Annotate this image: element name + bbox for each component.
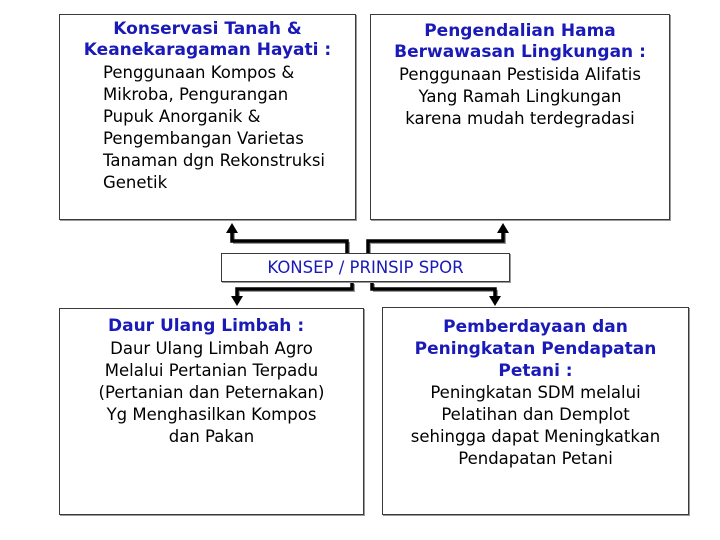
box-title: Daur Ulang Limbah : <box>108 316 305 336</box>
box-body: Penggunaan Pestisida Alifatis Yang Ramah Lingkungan karena mudah terdegradasi <box>399 65 641 128</box>
arrow-to-top-left <box>232 232 347 253</box>
box-soil-conservation <box>59 14 356 220</box>
box-body: Daur Ulang Limbah Agro Melalui Pertanian Terpadu (Pertanian dan Peternakan) Yg Menghasilkan Kompos dan Pakan <box>98 339 325 446</box>
center-label: KONSEP / PRINSIP SPOR <box>267 258 464 277</box>
box-waste-recycling <box>59 308 364 515</box>
center-concept-box <box>221 253 510 282</box>
box-body: Penggunaan Kompos & Mikroba, Pengurangan Pupuk Anorganik & Pengembangan Varietas Tanaman dgn Rekonstruksi Genetik <box>103 63 326 192</box>
box-title: Konservasi Tanah & Keanekaragaman Hayati : <box>83 19 332 60</box>
box-title: Pengendalian Hama Berwawasan Lingkungan : <box>394 21 646 62</box>
arrowhead-bottom-left <box>231 296 243 306</box>
box-farmer-empowerment <box>382 307 689 515</box>
box-body: Peningkatan SDM melalui Pelatihan dan Demplot sehingga dapat Meningkatkan Pendapatan Petani <box>410 383 661 468</box>
arrowhead-top-right <box>497 223 509 233</box>
box-title: Pemberdayaan dan Peningkatan Pendapatan Petani : <box>414 317 657 381</box>
arrow-to-top-right <box>368 232 503 253</box>
arrowhead-bottom-right <box>489 296 501 306</box>
arrow-to-bottom-left <box>237 282 352 297</box>
arrow-to-bottom-right <box>372 282 495 297</box>
arrowhead-top-left <box>226 223 238 233</box>
box-pest-control <box>370 14 670 220</box>
